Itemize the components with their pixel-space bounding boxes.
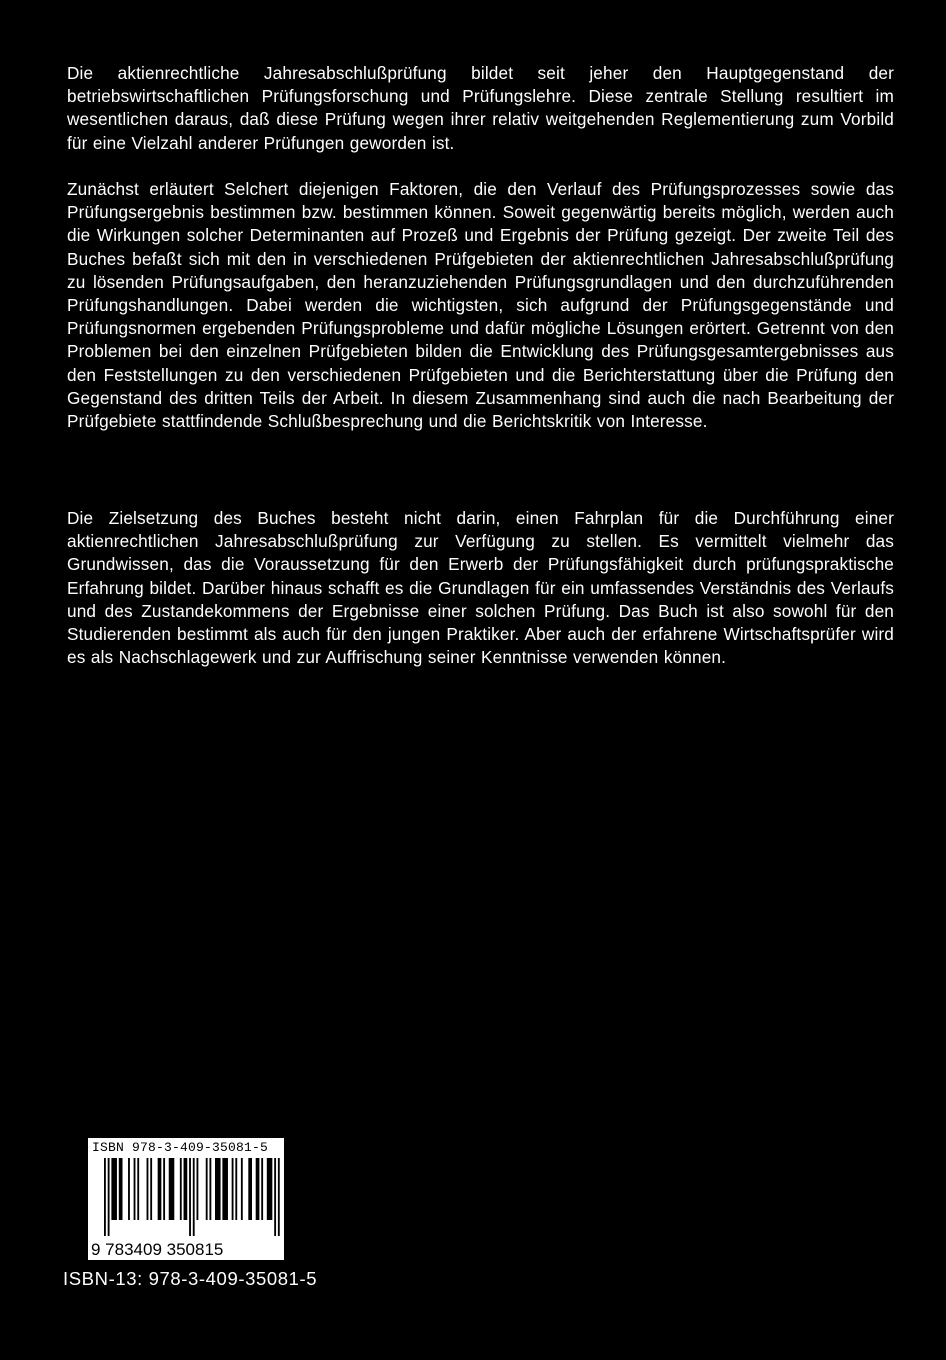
blurb-paragraph-3-text: Die Zielsetzung des Buches besteht nicht darin, einen Fahrplan für die Durchführung einer aktienrechtlichen Jahresabschlußprüfung zur Verfügung zu stellen. Es vermittelt vielmehr das Grundwissen, das die Voraussetzung für den Erwerb der Prüfungsfähigkeit durch prüfungspraktische Erfahrung bildet. Darüber hinaus schafft es die Grundlagen für ein umfassendes Verständnis des Verlaufs und des Zustandekommens der Ergebnisse einer solchen Prüfung. Das Buch ist also sowohl für den Studierenden bestimmt als auch für den jungen Praktiker. Aber auch der erfahrene Wirtschaftsprüfer wird es als Nachschlagewerk und zur Auffrischung seiner Kenntnisse verwenden können. bbox=[67, 508, 894, 668]
blurb-paragraph-3 bbox=[67, 507, 894, 669]
barcode-bar bbox=[222, 1158, 228, 1220]
barcode-bar bbox=[147, 1158, 149, 1220]
barcode-bar bbox=[111, 1158, 117, 1220]
barcode-guard-bar bbox=[193, 1158, 195, 1236]
isbn-13-label: ISBN-13: 978-3-409-35081-5 bbox=[63, 1268, 318, 1289]
barcode-guard-bar bbox=[108, 1158, 110, 1236]
barcode-bar bbox=[158, 1158, 162, 1220]
barcode-bar bbox=[209, 1158, 211, 1220]
barcode-digits: 9 783409 350815 bbox=[91, 1240, 224, 1259]
barcode-bar bbox=[256, 1158, 260, 1220]
barcode-bar bbox=[261, 1158, 263, 1220]
barcode-bar bbox=[197, 1158, 199, 1220]
barcode-bar bbox=[184, 1158, 188, 1220]
barcode-guard-bar bbox=[274, 1158, 276, 1236]
barcode-bar bbox=[119, 1158, 123, 1220]
barcode-bar bbox=[150, 1158, 152, 1220]
blurb-paragraph-1 bbox=[67, 62, 894, 155]
barcode-bar bbox=[206, 1158, 208, 1220]
barcode-bar bbox=[232, 1158, 234, 1220]
barcode-bar bbox=[169, 1158, 175, 1220]
barcode-bar bbox=[128, 1158, 130, 1220]
blurb-paragraph-2 bbox=[67, 178, 894, 433]
barcode-bar bbox=[241, 1158, 243, 1220]
barcode-bar bbox=[215, 1158, 221, 1220]
barcode-bar bbox=[180, 1158, 182, 1220]
barcode-guard-bar bbox=[278, 1158, 280, 1236]
barcode-isbn-label: ISBN 978-3-409-35081-5 bbox=[92, 1140, 269, 1155]
barcode-bar bbox=[267, 1158, 273, 1220]
barcode-bar bbox=[163, 1158, 165, 1220]
blurb-paragraph-2-text: Zunächst erläutert Selchert diejenigen Faktoren, die den Verlauf des Prüfungsprozesses sowie das Prüfungsergebnis bestimmen bzw. bestimmen können. Soweit gegenwärtig bereits möglich, werden auch die Wirkungen solcher Determinanten auf Prozeß und Ergebnis der Prüfung gezeigt. Der zweite Teil des Buches befaßt sich mit den in verschiedenen Prüfgebieten der aktienrechtlichen Jahresabschlußprüfung zu lösenden Prüfungsaufgaben, den heranzuziehenden Prüfungsgrundlagen und den durchzuführenden Prüfungshandlungen. Dabei werden die wichtigsten, sich aufgrund der Prüfungsgegenstände und Prüfungsnormen ergebenden Prüfungsprobleme und dafür mögliche Lösungen erörtert. Getrennt von den Problemen bei den einzelnen Prüfgebieten bilden die Entwicklung des Prüfungsgesamtergebnisses aus den Feststellungen zu den verschiedenen Prüfgebieten und die Berichterstattung über die Prüfung den Gegenstand des dritten Teils der Arbeit. In diesem Zusammenhang sind auch die nach Bearbeitung der Prüfgebiete stattfindende Schlußbesprechung und die Berichtskritik von Interesse. bbox=[67, 179, 894, 432]
barcode-bar bbox=[235, 1158, 237, 1220]
barcode-bar bbox=[248, 1158, 252, 1220]
isbn-barcode bbox=[88, 1138, 284, 1260]
blurb-paragraph-1-text: Die aktienrechtliche Jahresabschlußprüfung bildet seit jeher den Hauptgegenstand der betriebswirtschaftlichen Prüfungsforschung und Prüfungslehre. Diese zentrale Stellung resultiert im wesentlichen daraus, daß diese Prüfung wegen ihrer relativ weitgehenden Reglementierung zum Vorbild für eine Vielzahl anderer Prüfungen geworden ist. bbox=[67, 63, 894, 153]
barcode-bar bbox=[137, 1158, 139, 1220]
barcode-bars bbox=[92, 1158, 280, 1236]
barcode-bar bbox=[134, 1158, 136, 1220]
barcode-guard-bar bbox=[189, 1158, 191, 1236]
barcode-guard-bar bbox=[104, 1158, 106, 1236]
